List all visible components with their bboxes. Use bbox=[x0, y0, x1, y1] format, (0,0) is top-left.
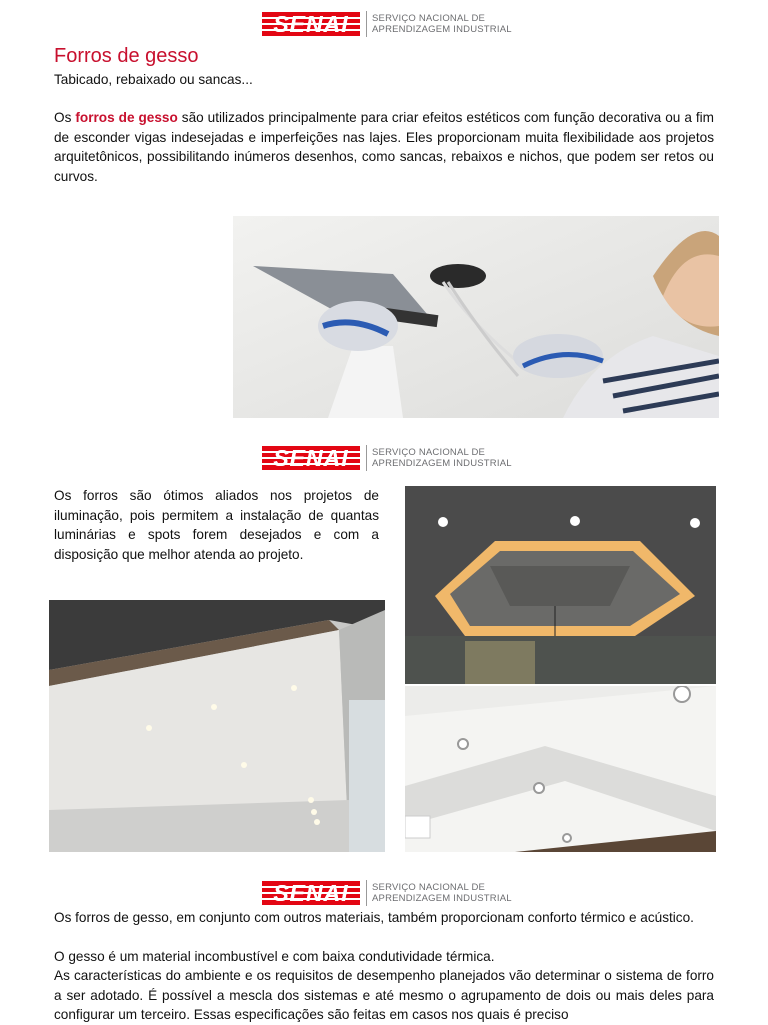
senai-logo bbox=[262, 444, 512, 472]
senai-logo-word: SENAI bbox=[273, 881, 349, 905]
lighting-paragraph: Os forros são ótimos aliados nos projetos de iluminação, pois permitem a instalação de quantas luminárias e spots forem desejados e com a disposição que melhor atenda ao projeto. bbox=[54, 488, 379, 562]
bottom-paragraph-systems: As características do ambiente e os requisitos de desempenho planejados vão determinar o sistema de forro a ser adotado. É possível a mescla dos sistemas e até mesmo o agrupamento de dois ou mais deles para configurar um terceiro. Essas especificações são feitas em casos nos quais é preciso bbox=[54, 968, 714, 1022]
senai-logo bbox=[262, 10, 512, 38]
highlight-term: forros de gesso bbox=[75, 110, 178, 125]
senai-logo-caption: SERVIÇO NACIONAL DE APRENDIZAGEM INDUSTRIAL bbox=[372, 447, 512, 469]
senai-logo-mark bbox=[262, 446, 360, 470]
photo-ceiling-led-cove bbox=[405, 486, 716, 684]
subtitle: Tabicado, rebaixado ou sancas... bbox=[54, 72, 253, 87]
bottom-paragraph-incombustible: O gesso é um material incombustível e com baixa condutividade térmica. bbox=[54, 949, 495, 964]
intro-paragraph: Os forros de gesso são utilizados principalmente para criar efeitos estéticos com função decorativa ou a fim de esconder vigas indesejadas e imperfeições nas lajes. Eles proporcionam muita flexibilidade aos projetos arquitetônicos, possibilitando inúmeros desenhos, como sancas, rebaixos e nichos, que podem ser retos ou curvos. bbox=[54, 110, 714, 184]
senai-logo-word: SENAI bbox=[273, 446, 349, 470]
senai-logo-mark bbox=[262, 12, 360, 36]
senai-logo-caption: SERVIÇO NACIONAL DE APRENDIZAGEM INDUSTRIAL bbox=[372, 882, 512, 904]
photo-white-ceiling-recessed-lights bbox=[405, 686, 716, 852]
senai-logo-mark bbox=[262, 881, 360, 905]
senai-logo bbox=[262, 879, 512, 907]
senai-logo-caption: SERVIÇO NACIONAL DE APRENDIZAGEM INDUSTRIAL bbox=[372, 13, 512, 35]
senai-logo-word: SENAI bbox=[273, 12, 349, 36]
photo-worker-plastering-ceiling bbox=[233, 216, 719, 418]
bottom-paragraph-thermal: Os forros de gesso, em conjunto com outros materiais, também proporcionam conforto térmico e acústico. bbox=[54, 910, 694, 925]
page-title: Forros de gesso bbox=[54, 45, 199, 67]
photo-plaster-ceiling-downlights bbox=[49, 600, 385, 852]
